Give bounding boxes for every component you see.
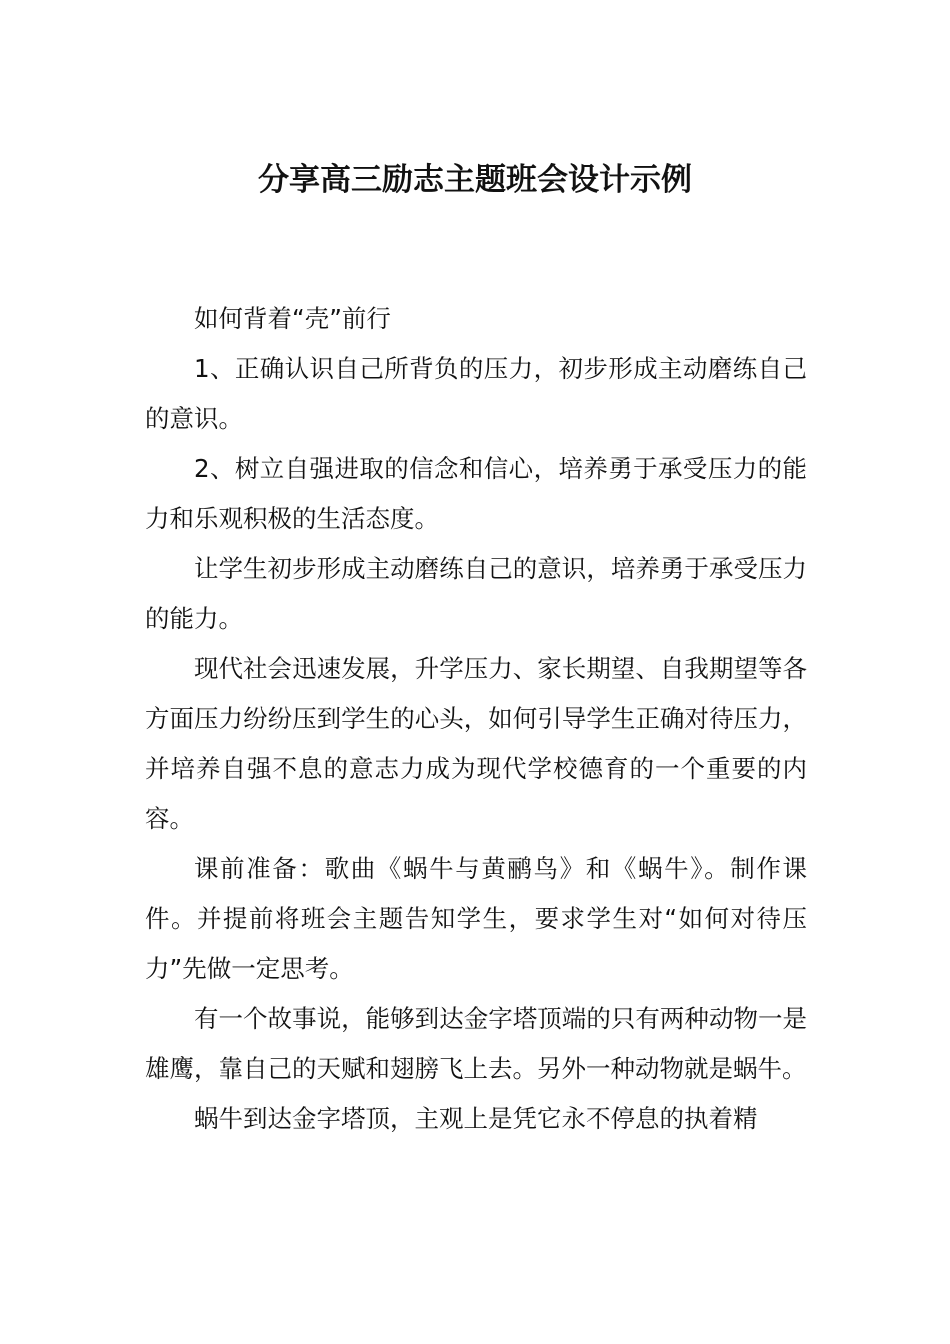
paragraph-goal-1: 1、正确认识自己所背负的压力，初步形成主动磨练自己的意识。	[145, 354, 807, 433]
paragraph-subtitle: 如何背着“壳”前行	[194, 304, 391, 333]
document-title: 分享高三励志主题班会设计示例	[258, 162, 692, 198]
paragraph-snail: 蜗牛到达金字塔顶，主观上是凭它永不停息的执着精	[194, 1104, 758, 1133]
paragraph-story: 有一个故事说，能够到达金字塔顶端的只有两种动物一是雄鹰，靠自己的天赋和翅膀飞上去。另外一种动物就是蜗牛。	[145, 1004, 807, 1083]
paragraph-background: 现代社会迅速发展，升学压力、家长期望、自我期望等各方面压力纷纷压到学生的心头，如何引导学生正确对待压力，并培养自强不息的意志力成为现代学校德育的一个重要的内容。	[145, 654, 807, 833]
document-body	[145, 294, 807, 1144]
paragraph-focus: 让学生初步形成主动磨练自己的意识，培养勇于承受压力的能力。	[145, 554, 807, 633]
paragraph-preparation: 课前准备：歌曲《蜗牛与黄鹂鸟》和《蜗牛》。制作课件。并提前将班会主题告知学生，要求学生对“如何对待压力”先做一定思考。	[145, 854, 807, 983]
paragraph-goal-2: 2、树立自强进取的信念和信心，培养勇于承受压力的能力和乐观积极的生活态度。	[145, 454, 807, 533]
